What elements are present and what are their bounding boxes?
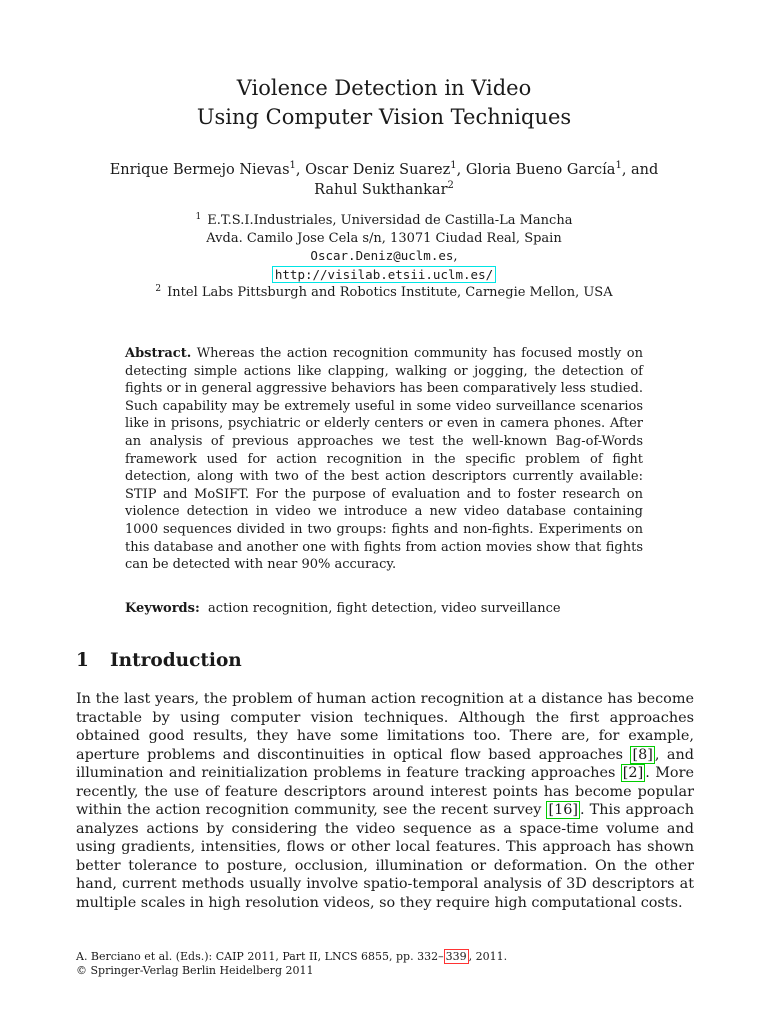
author-name: Gloria Bueno García bbox=[465, 162, 616, 178]
affiliations bbox=[0, 212, 768, 302]
abstract bbox=[125, 345, 643, 574]
keywords-text: action recognition, fight detection, video surveillance bbox=[208, 601, 561, 616]
affiliation-2-institution: Intel Labs Pittsburgh and Robotics Institute, Carnegie Mellon, USA bbox=[167, 285, 613, 300]
author-name: Rahul Sukthankar bbox=[314, 182, 448, 198]
introduction-paragraph bbox=[76, 690, 694, 912]
footer-citation-end: , 2011. bbox=[468, 950, 508, 963]
keywords-label: Keywords: bbox=[125, 601, 200, 616]
paper-title bbox=[0, 74, 768, 132]
affiliation-marker: 1 bbox=[195, 211, 202, 222]
page-footer bbox=[76, 950, 694, 978]
footer-citation bbox=[76, 950, 694, 964]
paragraph-text: In the last years, the problem of human action recognition at a distance has become tractable by using computer vision techniques. Although the first approaches obtained good results, they have some limitations too. There are, for example, aperture problems and discontinuities in optical flow based approaches bbox=[76, 691, 694, 763]
abstract-label: Abstract. bbox=[125, 346, 192, 361]
keywords bbox=[125, 600, 643, 617]
author-affiliation-marker: 1 bbox=[615, 160, 622, 172]
author-list bbox=[60, 160, 708, 200]
email-suffix: , bbox=[453, 249, 458, 264]
affiliation-1-line-1 bbox=[0, 212, 768, 230]
page-range-link[interactable]: 339 bbox=[445, 950, 467, 963]
paragraph-text: , and illumination and reinitialization problems in feature tracking approaches bbox=[76, 746, 694, 781]
affiliation-2-line bbox=[0, 284, 768, 302]
section-title: Introduction bbox=[110, 650, 242, 671]
abstract-text: Whereas the action recognition community has focused mostly on detecting simple actions like clapping, walking or jogging, the detection of fights or in general aggressive behaviors has been comparatively less studied. Such capability may be extremely useful in some video surveillance scenarios like in prisons, psychiatric or elderly centers or even in camera phones. After an analysis of previous approaches we test the well-known Bag-of-Words framework used for action recognition in the specific problem of fight detection, along with two of the best action descriptors currently available: STIP and MoSIFT. For the purpose of evaluation and to foster research on violence detection in video we introduce a new video database containing 1000 sequences divided in two groups: fights and non-fights. Experiments on this database and another one with fights from action movies show that fights can be detected with near 90% accuracy. bbox=[125, 346, 643, 573]
author-name: Oscar Deniz Suarez bbox=[305, 162, 451, 178]
citation-link[interactable]: [2] bbox=[622, 765, 644, 781]
affiliation-marker: 2 bbox=[155, 283, 162, 294]
footer-copyright: © Springer-Verlag Berlin Heidelberg 2011 bbox=[76, 964, 314, 977]
title-line-1: Violence Detection in Video bbox=[236, 76, 532, 100]
affiliation-1-email-line bbox=[0, 247, 768, 266]
author-separator: , bbox=[456, 162, 466, 178]
author-affiliation-marker: 1 bbox=[289, 160, 296, 172]
section-number: 1 bbox=[76, 650, 89, 671]
title-line-2: Using Computer Vision Techniques bbox=[196, 105, 572, 129]
author-separator: , and bbox=[621, 162, 659, 178]
author-separator: , bbox=[295, 162, 306, 178]
affiliation-1-url-line bbox=[0, 266, 768, 285]
author-affiliation-marker: 2 bbox=[447, 180, 454, 192]
paragraph-text: . More recently, the use of feature descriptors around interest points has become popular within the action recognition community, see the recent survey bbox=[76, 765, 694, 818]
citation-link[interactable]: [8] bbox=[632, 746, 653, 763]
paragraph-text: . This approach analyzes actions by considering the video sequence as a space-time volume and using gradients, intensities, flows or other local features. This approach has shown better tolerance to posture, occlusion, illumination or deformation. On the other hand, current methods usually involve spatio-temporal analysis of 3D descriptors at multiple scales in high resolution videos, so they require high computational costs. bbox=[76, 802, 694, 911]
lab-url-link[interactable]: http://visilab.etsii.uclm.es/ bbox=[272, 266, 496, 283]
affiliation-1-address: Avda. Camilo Jose Cela s/n, 13071 Ciudad Real, Spain bbox=[206, 230, 562, 246]
citation-link[interactable]: [16] bbox=[548, 802, 578, 818]
author-affiliation-marker: 1 bbox=[450, 160, 457, 172]
author-name: Enrique Bermejo Nievas bbox=[109, 162, 290, 178]
affiliation-1-institution: E.T.S.I.Industriales, Universidad de Castilla-La Mancha bbox=[207, 213, 573, 228]
author-email-link[interactable]: Oscar.Deniz@uclm.es bbox=[310, 248, 454, 263]
section-heading bbox=[76, 649, 242, 673]
footer-citation-text: A. Berciano et al. (Eds.): CAIP 2011, Part II, LNCS 6855, pp. 332– bbox=[76, 950, 444, 963]
